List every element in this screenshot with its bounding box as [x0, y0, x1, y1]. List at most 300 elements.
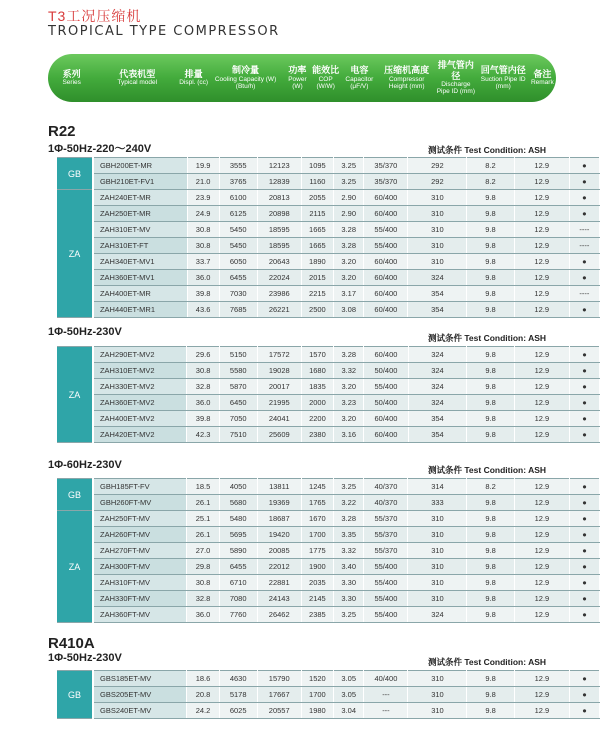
test-condition-1: 测试条件 Test Condition: ASH: [428, 145, 547, 155]
cop-cell: 3.25: [334, 174, 364, 190]
discharge-pipe-cell: 9.8: [467, 559, 514, 575]
table-row: [57, 395, 600, 411]
remark-cell: ●: [570, 591, 600, 607]
height-cell: 310: [408, 511, 467, 527]
capacitor-cell: 55/400: [364, 559, 408, 575]
height-cell: 310: [408, 206, 467, 222]
capacitor-cell: ---: [364, 687, 408, 703]
power-cell: 1520: [301, 671, 333, 687]
model-cell: ZAH420ET-MV2: [93, 427, 187, 443]
table-row: [57, 687, 600, 703]
remark-cell: ●: [569, 158, 599, 174]
capacitor-cell: 60/400: [364, 286, 408, 302]
discharge-pipe-cell: 9.8: [467, 671, 514, 687]
cooling-btu-cell: 17572: [257, 347, 301, 363]
cop-cell: 3.23: [334, 395, 364, 411]
cooling-btu-cell: 23986: [257, 286, 301, 302]
capacitor-cell: 55/400: [364, 238, 408, 254]
section-phase-1: 1Φ-50Hz-220～240V: [48, 143, 152, 155]
cooling-btu-cell: 12123: [257, 158, 301, 174]
model-cell: GBS240ET-MV: [93, 703, 187, 719]
cooling-btu-cell: 20017: [257, 379, 301, 395]
model-cell: ZAH310ET-MV: [93, 222, 187, 238]
suction-pipe-cell: 12.9: [514, 427, 569, 443]
displacement-cell: 23.9: [187, 190, 219, 206]
cooling-w-cell: 6125: [219, 206, 257, 222]
header-cooling: 制冷量 Cooling Capacity (W) (Btu/h): [214, 65, 277, 91]
cooling-w-cell: 5450: [219, 238, 257, 254]
cop-cell: 3.20: [334, 254, 364, 270]
suction-pipe-cell: 12.9: [514, 527, 569, 543]
height-cell: 333: [408, 495, 467, 511]
table-row: [57, 286, 600, 302]
remark-cell: ●: [570, 671, 600, 687]
displacement-cell: 32.8: [187, 379, 219, 395]
height-cell: 310: [408, 591, 467, 607]
cooling-btu-cell: 20643: [257, 254, 301, 270]
cooling-w-cell: 4050: [219, 479, 257, 495]
section-phase-2: 1Φ-50Hz-230V: [48, 326, 122, 338]
power-cell: 1680: [301, 363, 333, 379]
displacement-cell: 26.1: [187, 495, 219, 511]
cooling-w-cell: 5680: [219, 495, 257, 511]
height-cell: 310: [408, 559, 467, 575]
cooling-btu-cell: 25609: [257, 427, 301, 443]
cooling-w-cell: 5870: [219, 379, 257, 395]
cop-cell: 3.32: [334, 543, 364, 559]
discharge-pipe-cell: 9.8: [467, 254, 514, 270]
height-cell: 310: [408, 703, 467, 719]
height-cell: 354: [408, 302, 467, 318]
cooling-btu-cell: 18595: [257, 238, 301, 254]
suction-pipe-cell: 12.9: [514, 158, 569, 174]
suction-pipe-cell: 12.9: [514, 607, 569, 623]
displacement-cell: 18.5: [187, 479, 219, 495]
series-cell: ZA: [57, 511, 93, 623]
discharge-pipe-cell: 9.8: [467, 222, 514, 238]
suction-pipe-cell: 12.9: [514, 495, 569, 511]
displacement-cell: 24.9: [187, 206, 219, 222]
cop-cell: 3.28: [334, 238, 364, 254]
cooling-btu-cell: 24143: [257, 591, 301, 607]
cooling-w-cell: 5695: [219, 527, 257, 543]
discharge-pipe-cell: 9.8: [467, 270, 514, 286]
displacement-cell: 43.6: [187, 302, 219, 318]
capacitor-cell: 55/400: [364, 575, 408, 591]
displacement-cell: 36.0: [187, 395, 219, 411]
power-cell: 1095: [301, 158, 333, 174]
power-cell: 1765: [301, 495, 333, 511]
cooling-btu-cell: 21995: [257, 395, 301, 411]
cooling-btu-cell: 22012: [257, 559, 301, 575]
cop-cell: 3.30: [334, 591, 364, 607]
suction-pipe-cell: 12.9: [514, 575, 569, 591]
cop-cell: 3.17: [334, 286, 364, 302]
capacitor-cell: 60/400: [364, 206, 408, 222]
cooling-w-cell: 7760: [219, 607, 257, 623]
displacement-cell: 25.1: [187, 511, 219, 527]
table-row: [57, 302, 600, 318]
displacement-cell: 27.0: [187, 543, 219, 559]
height-cell: 324: [408, 270, 467, 286]
power-cell: 1160: [301, 174, 333, 190]
cop-cell: 3.40: [334, 559, 364, 575]
model-cell: ZAH270FT-MV: [93, 543, 187, 559]
cop-cell: 3.20: [334, 379, 364, 395]
cooling-w-cell: 3765: [219, 174, 257, 190]
suction-pipe-cell: 12.9: [514, 286, 569, 302]
remark-cell: ●: [569, 254, 599, 270]
model-cell: ZAH290ET-MV2: [93, 347, 187, 363]
discharge-pipe-cell: 9.8: [467, 495, 514, 511]
remark-cell: ●: [570, 495, 600, 511]
height-cell: 354: [408, 427, 467, 443]
height-cell: 324: [408, 347, 467, 363]
suction-pipe-cell: 12.9: [514, 395, 569, 411]
cop-cell: 3.20: [334, 270, 364, 286]
power-cell: 1700: [301, 527, 333, 543]
remark-cell: ●: [570, 479, 600, 495]
cooling-btu-cell: 20557: [257, 703, 301, 719]
table-row: [57, 479, 600, 495]
model-cell: GBS185ET-MV: [93, 671, 187, 687]
series-cell: GB: [57, 479, 93, 511]
displacement-cell: 36.0: [187, 607, 219, 623]
power-cell: 1245: [301, 479, 333, 495]
height-cell: 310: [408, 687, 467, 703]
table-row: [57, 347, 600, 363]
displacement-cell: 29.8: [187, 559, 219, 575]
discharge-pipe-cell: 9.8: [467, 286, 514, 302]
cop-cell: 3.28: [334, 347, 364, 363]
capacitor-cell: 60/400: [364, 190, 408, 206]
height-cell: 310: [408, 527, 467, 543]
suction-pipe-cell: 12.9: [514, 379, 569, 395]
table-row: [57, 411, 600, 427]
discharge-pipe-cell: 9.8: [467, 687, 514, 703]
header-remark: 备注 Remark: [530, 69, 554, 87]
displacement-cell: 30.8: [187, 575, 219, 591]
model-cell: ZAH330FT-MV: [93, 591, 187, 607]
capacitor-cell: 50/400: [364, 363, 408, 379]
capacitor-cell: 60/400: [364, 411, 408, 427]
suction-pipe-cell: 12.9: [514, 302, 569, 318]
table-row: [57, 543, 600, 559]
discharge-pipe-cell: 9.8: [467, 511, 514, 527]
height-cell: 310: [408, 575, 467, 591]
discharge-pipe-cell: 8.2: [467, 158, 514, 174]
model-cell: ZAH300FT-MV: [93, 559, 187, 575]
remark-cell: ●: [570, 363, 600, 379]
test-condition-3: 测试条件 Test Condition: ASH: [428, 465, 547, 475]
remark-cell: ●: [570, 607, 600, 623]
discharge-pipe-cell: 9.8: [467, 190, 514, 206]
model-cell: GBH210ET-FV1: [93, 174, 187, 190]
height-cell: 354: [408, 286, 467, 302]
power-cell: 1665: [301, 222, 333, 238]
capacitor-cell: 60/400: [364, 427, 408, 443]
discharge-pipe-cell: 9.8: [467, 575, 514, 591]
discharge-pipe-cell: 9.8: [467, 206, 514, 222]
remark-cell: ●: [570, 395, 600, 411]
capacitor-cell: 55/400: [364, 379, 408, 395]
suction-pipe-cell: 12.9: [514, 363, 569, 379]
table-section-1: [57, 157, 600, 318]
height-cell: 324: [408, 379, 467, 395]
power-cell: 1700: [301, 687, 333, 703]
height-cell: 310: [408, 222, 467, 238]
power-cell: 1665: [301, 238, 333, 254]
capacitor-cell: 55/370: [364, 527, 408, 543]
discharge-pipe-cell: 9.8: [467, 427, 514, 443]
suction-pipe-cell: 12.9: [514, 270, 569, 286]
series-cell: GB: [57, 158, 93, 190]
test-condition-2: 测试条件 Test Condition: ASH: [428, 333, 547, 343]
refrigerant-label-r22: R22: [48, 123, 76, 140]
height-cell: 314: [408, 479, 467, 495]
height-cell: 324: [408, 363, 467, 379]
height-cell: 292: [408, 174, 467, 190]
table-row: [57, 575, 600, 591]
power-cell: 2500: [301, 302, 333, 318]
capacitor-cell: 35/370: [364, 174, 408, 190]
cop-cell: 3.04: [334, 703, 364, 719]
discharge-pipe-cell: 9.8: [467, 379, 514, 395]
model-cell: ZAH440ET-MR1: [93, 302, 187, 318]
discharge-pipe-cell: 9.8: [467, 607, 514, 623]
remark-cell: ●: [569, 190, 599, 206]
discharge-pipe-cell: 8.2: [467, 174, 514, 190]
height-cell: 324: [408, 395, 467, 411]
cooling-w-cell: 7030: [219, 286, 257, 302]
power-cell: 2055: [301, 190, 333, 206]
page-title-en: TROPICAL TYPE COMPRESSOR: [48, 24, 280, 39]
discharge-pipe-cell: 9.8: [467, 591, 514, 607]
table-row: [57, 379, 600, 395]
power-cell: 2380: [301, 427, 333, 443]
cooling-btu-cell: 15790: [257, 671, 301, 687]
header-discharge: 排气管内径 Discharge Pipe ID (mm): [436, 60, 475, 96]
model-cell: ZAH250ET-MR: [93, 206, 187, 222]
cooling-btu-cell: 20813: [257, 190, 301, 206]
cop-cell: 3.25: [334, 479, 364, 495]
suction-pipe-cell: 12.9: [514, 687, 569, 703]
model-cell: ZAH310ET-MV2: [93, 363, 187, 379]
model-cell: GBH260FT-MV: [93, 495, 187, 511]
cooling-w-cell: 5580: [219, 363, 257, 379]
series-cell: GB: [57, 671, 93, 719]
table-row: [57, 559, 600, 575]
power-cell: 2115: [301, 206, 333, 222]
cooling-btu-cell: 26221: [257, 302, 301, 318]
cooling-btu-cell: 18687: [257, 511, 301, 527]
capacitor-cell: 55/400: [364, 222, 408, 238]
height-cell: 292: [408, 158, 467, 174]
model-cell: GBH185FT-FV: [93, 479, 187, 495]
suction-pipe-cell: 12.9: [514, 511, 569, 527]
model-cell: ZAH330ET-MV2: [93, 379, 187, 395]
cop-cell: 3.05: [334, 687, 364, 703]
model-cell: ZAH240ET-MR: [93, 190, 187, 206]
cop-cell: 3.28: [334, 222, 364, 238]
cooling-w-cell: 6100: [219, 190, 257, 206]
header-capacitor: 电容 Capacitor (μF/V): [345, 65, 374, 91]
power-cell: 1890: [301, 254, 333, 270]
capacitor-cell: 40/370: [364, 479, 408, 495]
cooling-btu-cell: 13811: [257, 479, 301, 495]
cooling-w-cell: 3555: [219, 158, 257, 174]
remark-cell: ●: [570, 427, 600, 443]
model-cell: ZAH360ET-MV1: [93, 270, 187, 286]
suction-pipe-cell: 12.9: [514, 238, 569, 254]
remark-cell: ●: [570, 575, 600, 591]
discharge-pipe-cell: 9.8: [467, 302, 514, 318]
remark-cell: ----: [569, 222, 599, 238]
cooling-w-cell: 6050: [219, 254, 257, 270]
table-section-4: [57, 670, 600, 719]
cop-cell: 3.25: [334, 607, 364, 623]
cooling-w-cell: 7050: [219, 411, 257, 427]
header-series: 系列 Series: [62, 69, 81, 87]
capacitor-cell: 60/400: [364, 302, 408, 318]
table-row: [57, 591, 600, 607]
suction-pipe-cell: 12.9: [514, 559, 569, 575]
displacement-cell: 39.8: [187, 411, 219, 427]
test-condition-4: 测试条件 Test Condition: ASH: [428, 657, 547, 667]
suction-pipe-cell: 12.9: [514, 411, 569, 427]
height-cell: 310: [408, 671, 467, 687]
remark-cell: ●: [570, 703, 600, 719]
model-cell: ZAH360FT-MV: [93, 607, 187, 623]
cop-cell: 3.25: [334, 158, 364, 174]
remark-cell: ●: [569, 270, 599, 286]
remark-cell: ●: [570, 379, 600, 395]
displacement-cell: 36.0: [187, 270, 219, 286]
suction-pipe-cell: 12.9: [514, 190, 569, 206]
header-power: 功率 Power (W): [288, 65, 307, 91]
displacement-cell: 30.8: [187, 238, 219, 254]
table-row: [57, 270, 600, 286]
cop-cell: 3.16: [334, 427, 364, 443]
displacement-cell: 33.7: [187, 254, 219, 270]
table-row: [57, 495, 600, 511]
suction-pipe-cell: 12.9: [514, 254, 569, 270]
capacitor-cell: 55/370: [364, 543, 408, 559]
model-cell: ZAH310ET-FT: [93, 238, 187, 254]
discharge-pipe-cell: 9.8: [467, 543, 514, 559]
discharge-pipe-cell: 9.8: [467, 238, 514, 254]
power-cell: 2385: [301, 607, 333, 623]
model-cell: ZAH310FT-MV: [93, 575, 187, 591]
remark-cell: ●: [569, 302, 599, 318]
displacement-cell: 20.8: [187, 687, 219, 703]
model-cell: ZAH360ET-MV2: [93, 395, 187, 411]
capacitor-cell: 60/400: [364, 254, 408, 270]
cooling-w-cell: 5480: [219, 511, 257, 527]
suction-pipe-cell: 12.9: [514, 222, 569, 238]
cooling-btu-cell: 20898: [257, 206, 301, 222]
cooling-btu-cell: 22881: [257, 575, 301, 591]
cop-cell: 3.28: [334, 511, 364, 527]
capacitor-cell: 50/400: [364, 395, 408, 411]
displacement-cell: 18.6: [187, 671, 219, 687]
header-model: 代表机型 Typical model: [117, 69, 158, 87]
cop-cell: 3.35: [334, 527, 364, 543]
displacement-cell: 30.8: [187, 222, 219, 238]
model-cell: ZAH400ET-MV2: [93, 411, 187, 427]
cooling-btu-cell: 17667: [257, 687, 301, 703]
cooling-w-cell: 7685: [219, 302, 257, 318]
discharge-pipe-cell: 9.8: [467, 411, 514, 427]
capacitor-cell: 55/400: [364, 591, 408, 607]
cooling-btu-cell: 19420: [257, 527, 301, 543]
discharge-pipe-cell: 9.8: [467, 527, 514, 543]
power-cell: 1775: [301, 543, 333, 559]
remark-cell: ●: [569, 206, 599, 222]
section-phase-3: 1Φ-60Hz-230V: [48, 459, 122, 471]
power-cell: 2145: [301, 591, 333, 607]
cop-cell: 3.22: [334, 495, 364, 511]
remark-cell: ●: [570, 559, 600, 575]
cooling-btu-cell: 20085: [257, 543, 301, 559]
remark-cell: ●: [570, 511, 600, 527]
displacement-cell: 26.1: [187, 527, 219, 543]
table-row: [57, 174, 600, 190]
page-title-cn: T3工况压缩机: [48, 8, 142, 24]
model-cell: GBH200ET-MR: [93, 158, 187, 174]
table-row: [57, 527, 600, 543]
table-row: [57, 158, 600, 174]
discharge-pipe-cell: 8.2: [467, 479, 514, 495]
height-cell: 310: [408, 254, 467, 270]
model-cell: ZAH400ET-MR: [93, 286, 187, 302]
table-row: [57, 206, 600, 222]
displacement-cell: 29.6: [187, 347, 219, 363]
suction-pipe-cell: 12.9: [514, 479, 569, 495]
suction-pipe-cell: 12.9: [514, 206, 569, 222]
power-cell: 1670: [301, 511, 333, 527]
capacitor-cell: 40/370: [364, 495, 408, 511]
model-cell: ZAH340ET-MV1: [93, 254, 187, 270]
power-cell: 2000: [301, 395, 333, 411]
height-cell: 310: [408, 190, 467, 206]
capacitor-cell: ---: [364, 703, 408, 719]
series-cell: ZA: [57, 190, 93, 318]
displacement-cell: 21.0: [187, 174, 219, 190]
discharge-pipe-cell: 9.8: [467, 347, 514, 363]
remark-cell: ●: [570, 687, 600, 703]
suction-pipe-cell: 12.9: [514, 671, 569, 687]
table-row: [57, 238, 600, 254]
table-row: [57, 511, 600, 527]
table-section-3: [57, 478, 600, 623]
cooling-w-cell: 7510: [219, 427, 257, 443]
cooling-w-cell: 4630: [219, 671, 257, 687]
suction-pipe-cell: 12.9: [514, 347, 569, 363]
cooling-btu-cell: 12839: [257, 174, 301, 190]
power-cell: 1900: [301, 559, 333, 575]
capacitor-cell: 60/400: [364, 270, 408, 286]
suction-pipe-cell: 12.9: [514, 591, 569, 607]
discharge-pipe-cell: 9.8: [467, 395, 514, 411]
remark-cell: ●: [570, 543, 600, 559]
header-displ: 排量 Displ. (cc): [179, 69, 209, 87]
header-suction: 回气管内径 Suction Pipe ID (mm): [480, 65, 526, 91]
cooling-btu-cell: 18595: [257, 222, 301, 238]
table-row: [57, 607, 600, 623]
cooling-w-cell: 6710: [219, 575, 257, 591]
column-header-bar: [48, 54, 556, 102]
